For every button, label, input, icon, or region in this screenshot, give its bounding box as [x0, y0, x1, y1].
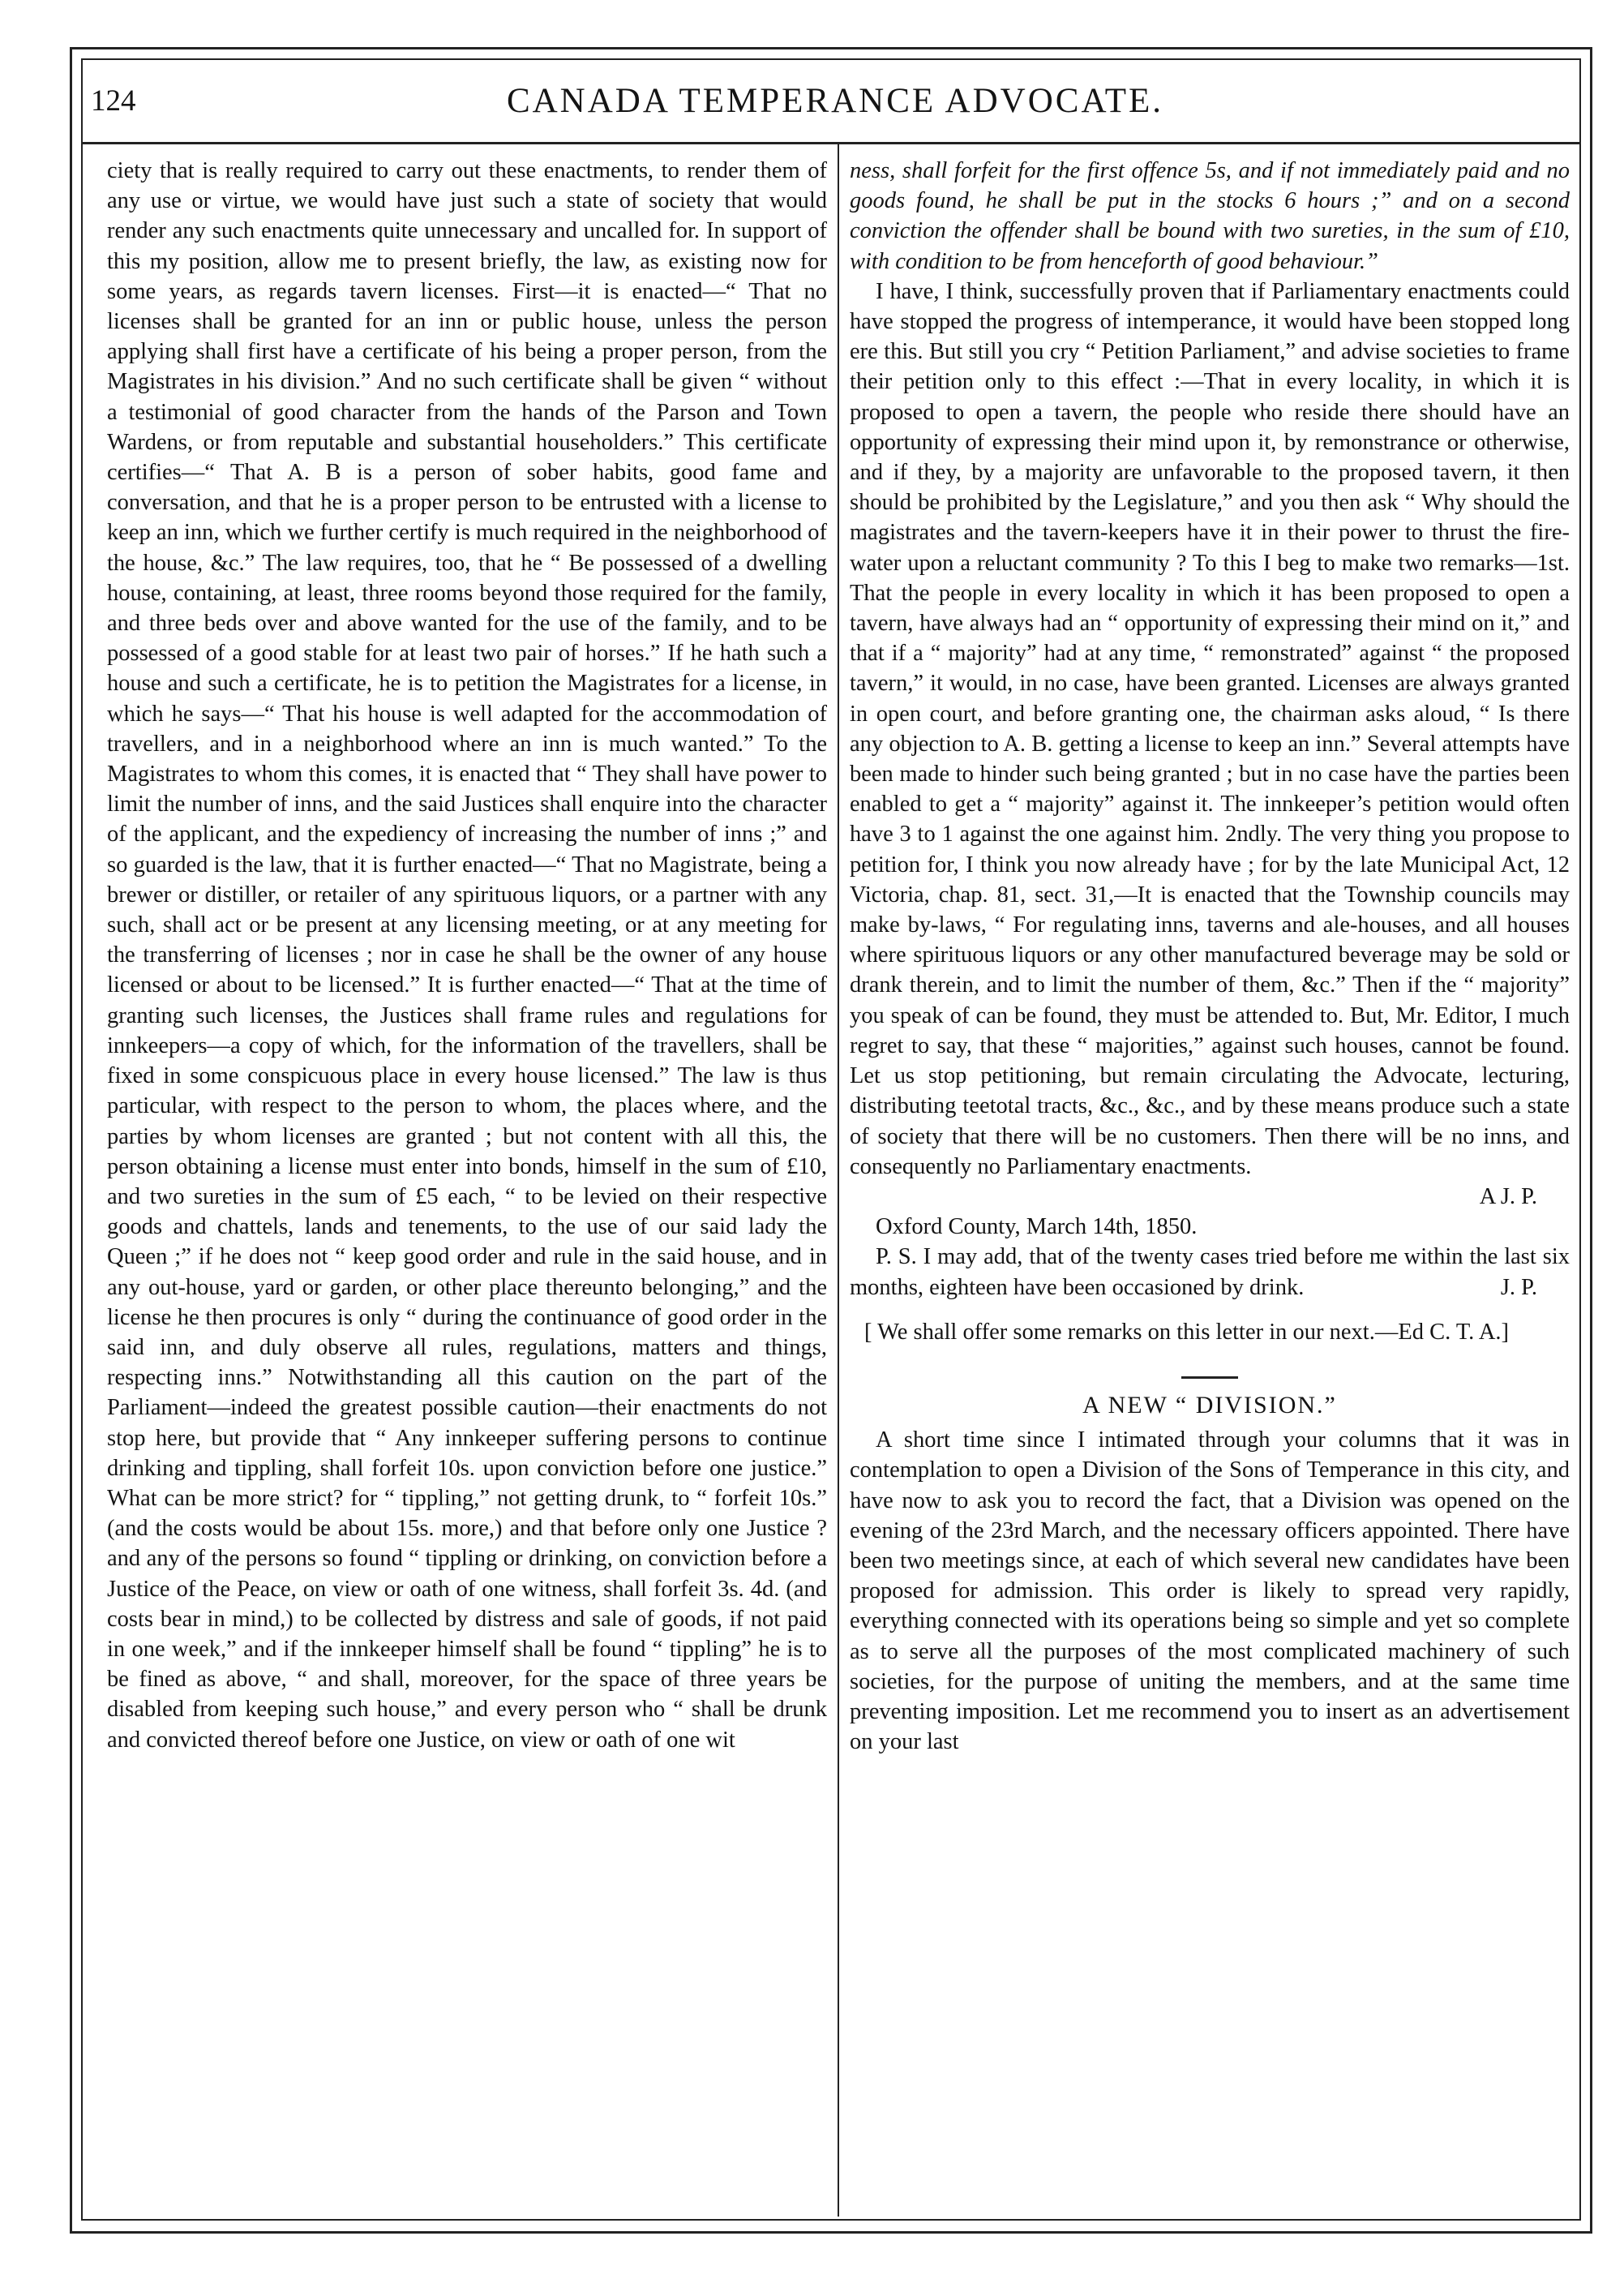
- letter-paragraph: I have, I think, successfully proven that if Parliamentary enactments could have stopped the progress of intemperance, it would have been stopped long ere this. But still you cry “ Petition Parliament,” and advise societies to frame their petition only to this effect :—That in every locality, in which it is proposed to open a tavern, the people who reside there should have an opportunity of expressing their mind upon it, by remonstrance or otherwise, and if they, by a majority are unfavorable to the proposed tavern, it then should be prohibited by the Legislature,” and you then ask “ Why should the magistrates and the tavern-keepers have it in their power to thrust the fire-water upon a reluctant community ? To this I beg to make two remarks—1st. That the people in every locality in which it has been proposed to open a tavern, have always had an “ opportunity of expressing their mind on it,” and that if a “ majority” had at any time, “ remonstrated” against “ the proposed tavern,” it would, in no case, have been granted. Licenses are always granted in open court, and before granting one, the chairman asks aloud, “ Is there any objection to A. B. getting a license to keep an inn.” Several attempts have been made to hinder such being granted ; but in no case have the parties been enabled to get a “ majority” against it. The innkeeper’s petition would often have 3 to 1 against the one against him. 2ndly. The very thing you propose to petition for, I think you now already have ; for by the late Municipal Act, 12 Victoria, chap. 81, sect. 31,—It is enacted that the Township councils may make by-laws, “ For regulating inns, taverns and ale-houses, and all houses where spirituous liquors or any other manufactured beverage may be sold or drank therein, and to limit the number of them, &c.” Then if the “ majority” you speak of can be found, they must be attended to. But, Mr. Editor, I much regret to say, that these “ majorities,” against such houses, cannot be found. Let us stop petitioning, but remain circulating the Advocate, lecturing, distributing teetotal tracts, &c., &c., and by these means produce such a state of society that there will be no customers. Then there will be no inns, and consequently no Parliamentary enactments.: [850, 278, 1570, 1179]
- continued-quote: ness, shall forfeit for the first offence 5s, and if not immediately paid and no goods found, he shall be put in the stocks 6 hours ;” and on a second conviction the offender shall be bound with two sureties, in the sum of £10, with condition to be from henceforth of good behaviour.”: [850, 158, 1570, 274]
- right-column: [850, 156, 1570, 1757]
- left-column-text: ciety that is really required to carry out these enactments, to render them of any use or virtue, we would have just such a state of society that would render any such enactments quite unnecessary and uncalled for. In support of this my position, allow me to present briefly, the law, as existing now for some years, as regards tavern licenses. First—it is enacted—“ That no licenses shall be granted for an inn or public house, unless the person applying shall first have a certificate of his being a proper person, from the Magistrates in his division.” And no such certificate shall be given “ without a testimonial of good character from the hands of the Parson and Town Wardens, or from reputable and substantial householders.” This certificate certifies—“ That A. B is a person of sober habits, good fame and conversation, and that he is a proper person to be entrusted with a license to keep an inn, which we further certify is much required in the neighborhood of the house, &c.” The law requires, too, that he “ Be possessed of a dwelling house, containing, at least, three rooms beyond those required for the family, and three beds over and above wanted for the use of the family, and to be possessed of a good stable for at least two pair of horses.” If he hath such a house and such a certificate, he is to petition the Magistrates for a license, in which he says—“ That his house is well adapted for the accommodation of travellers, and in a neighborhood where an inn is much wanted.” To the Magistrates to whom this comes, it is enacted that “ They shall have power to limit the number of inns, and the said Justices shall enquire into the character of the applicant, and the expediency of increasing the number of inns ;” and so guarded is the law, that it is further enacted—“ That no Magistrate, being a brewer or distiller, or retailer of any spirituous liquors, or a partner with any such, shall act or be present at any licensing meeting, or at any meeting for the transferring of licenses ; nor in case he shall be the owner of any house licensed or about to be licensed.” It is further enacted—“ That at the time of granting such licenses, the Justices shall frame rules and regulations for innkeepers—a copy of which, for the information of the travellers, shall be fixed in some conspicuous place in every house licensed.” The law is thus particular, with respect to the person to whom, the places where, and the parties by whom licenses are granted ; but not content with all this, the person obtaining a license must enter into bonds, himself in the sum of £10, and two sureties in the sum of £5 each, “ to be levied on their respective goods and chattels, lands and tenements, to the use of our said lady the Queen ;” if he does not “ keep good order and rule in the said house, and in any out-house, yard or garden, or other place thereunto belonging,” and the license he then procures is only “ during the continuance of good order in the said inn, and duly observe all rules, regulations, matters and things, respecting inns.” Notwithstanding all this caution on the part of the Parliament—indeed the greatest possible caution—their enactments do not stop here, but provide that “ Any innkeeper suffering persons to continue drinking and tippling, shall forfeit 10s. upon conviction before one justice.” What can be more strict? for “ tippling,” not getting drunk, to “ forfeit 10s.” (and the costs would be about 15s. more,) and that before only one Justice ? and any of the persons so found “ tippling or drinking, on conviction before a Justice of the Peace, on view or oath of one witness, shall forfeit 3s. 4d. (and costs bear in mind,) to be collected by distress and sale of goods, if not paid in one week,” and if the innkeeper himself shall be found “ tippling” he is to be fined as above, “ and shall, moreover, for the space of three years be disabled from keeping such house,” and every person who “ shall be drunk and convicted thereof before one Justice, on view or oath of one wit: [107, 158, 827, 1753]
- postscript: P. S. I may add, that of the twenty cases tried before me within the last six months, eighteen have been occasioned by drink.: [850, 1244, 1570, 1300]
- column-rule: [838, 144, 839, 2217]
- page-title: CANADA TEMPERANCE ADVOCATE.: [506, 82, 1164, 120]
- left-column: [107, 156, 827, 1755]
- letter-dateline: Oxford County, March 14th, 1850.: [876, 1214, 1198, 1240]
- editor-note: [ We shall offer some remarks on this letter in our next.—Ed C. T. A.]: [864, 1319, 1510, 1345]
- letter-signature: A J. P.: [1479, 1183, 1537, 1209]
- postscript-signature: J. P.: [1500, 1274, 1537, 1300]
- section-divider: [1181, 1376, 1238, 1379]
- page-number: 124: [91, 84, 136, 118]
- article-text: A short time since I intimated through your columns that it was in contemplation to open a Division of the Sons of Temperance in this city, and have now to ask you to record the fact, that a Division was opened on the evening of the 23rd March, and the necessary officers appointed. There have been two meetings since, at each of which several new candidates have been proposed for admission. This order is likely to spread very rapidly, everything connected with its operations being so simple and yet so complete as to serve all the purposes of the most complicated machinery of such societies, for the purpose of uniting the members, and at the same time preventing imposition. Let me recommend you to insert as an advertisement on your last: [850, 1427, 1570, 1755]
- header-rule: [81, 142, 1579, 144]
- article-heading: A NEW “ DIVISION.”: [1082, 1391, 1337, 1418]
